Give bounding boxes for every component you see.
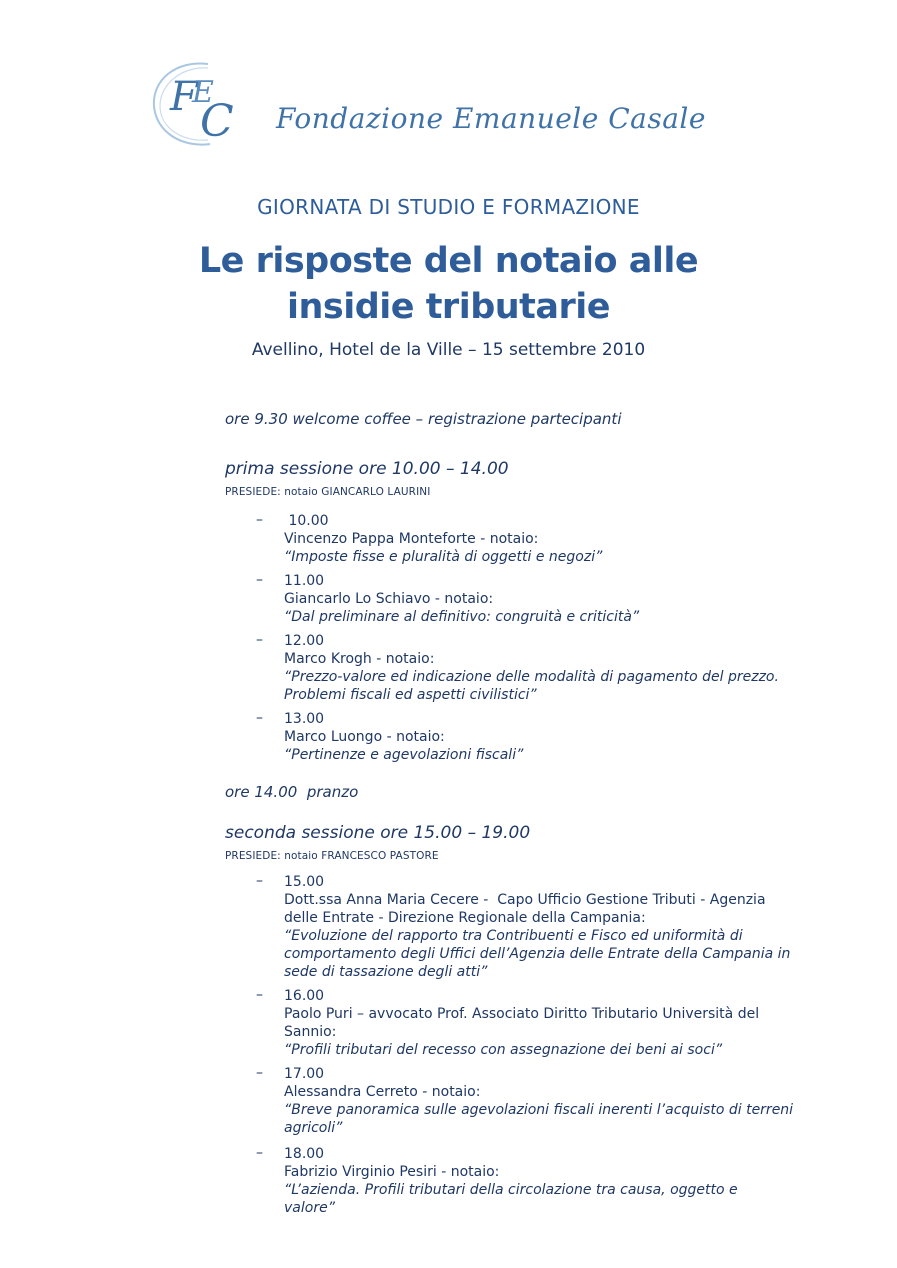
entry-talk: “Prezzo-valore ed indicazione delle modalità di pagamento del prezzo. xyxy=(284,669,779,685)
agenda-entry xyxy=(284,987,784,1059)
entry-talk: Problemi fiscali ed aspetti civilistici” xyxy=(284,687,537,703)
event-title-line-1: Le risposte del notaio alle xyxy=(198,241,699,281)
entry-speaker: Giancarlo Lo Schiavo - notaio: xyxy=(284,591,494,607)
session-1-chair: PRESIEDE: notaio GIANCARLO LAURINI xyxy=(225,486,431,498)
event-venue: Avellino, Hotel de la Ville – 15 settembre 2010 xyxy=(251,340,646,360)
foundation-logo xyxy=(148,58,706,150)
lunch-break: ore 14.00 pranzo xyxy=(225,783,359,801)
monogram-emblem xyxy=(148,58,268,150)
list-dash: – xyxy=(256,632,263,648)
session-1-title: prima sessione ore 10.00 – 14.00 xyxy=(225,459,509,479)
foundation-name: Fondazione Emanuele Casale xyxy=(276,102,706,135)
entry-speaker: Marco Luongo - notaio: xyxy=(284,729,445,745)
entry-time: 18.00 xyxy=(284,1146,325,1162)
welcome-coffee: ore 9.30 welcome coffee – registrazione partecipanti xyxy=(225,410,622,428)
entry-talk: “Pertinenze e agevolazioni fiscali” xyxy=(284,747,524,763)
agenda-entry xyxy=(284,512,784,566)
entry-time: 17.00 xyxy=(284,1066,325,1082)
entry-speaker: Dott.ssa Anna Maria Cecere - Capo Ufficio Gestione Tributi - Agenzia xyxy=(284,892,766,908)
entry-talk: comportamento degli Uffici dell’Agenzia delle Entrate della Campania in xyxy=(284,946,791,962)
entry-talk: “Profili tributari del recesso con assegnazione dei beni ai soci” xyxy=(284,1042,723,1058)
entry-talk: “Dal preliminare al definitivo: congruità e criticità” xyxy=(284,609,640,625)
entry-talk: valore” xyxy=(284,1200,335,1216)
list-dash: – xyxy=(256,710,263,726)
entry-time: 12.00 xyxy=(284,633,325,649)
event-supertitle: GIORNATA DI STUDIO E FORMAZIONE xyxy=(257,195,640,219)
entry-speaker: Vincenzo Pappa Monteforte - notaio: xyxy=(284,531,539,547)
agenda-entry xyxy=(284,710,784,764)
event-title-line-2: insidie tributarie xyxy=(286,287,611,327)
monogram-c: C xyxy=(200,96,234,147)
agenda-entry xyxy=(284,1145,784,1217)
entry-time: 11.00 xyxy=(284,573,325,589)
list-dash: – xyxy=(256,873,263,889)
agenda-entry xyxy=(284,572,784,626)
session-2-title: seconda sessione ore 15.00 – 19.00 xyxy=(225,823,531,843)
entry-speaker: Sannio: xyxy=(284,1024,337,1040)
entry-speaker: Marco Krogh - notaio: xyxy=(284,651,435,667)
event-title xyxy=(0,238,897,330)
entry-speaker: Paolo Puri – avvocato Prof. Associato Diritto Tributario Università del xyxy=(284,1006,760,1022)
entry-time: 16.00 xyxy=(284,988,325,1004)
list-dash: – xyxy=(256,1145,263,1161)
entry-talk: “Evoluzione del rapporto tra Contribuenti e Fisco ed uniformità di xyxy=(284,928,743,944)
list-dash: – xyxy=(256,512,263,528)
entry-time: 13.00 xyxy=(284,711,325,727)
entry-talk: “Imposte fisse e pluralità di oggetti e negozi” xyxy=(284,549,603,565)
entry-talk: “L’azienda. Profili tributari della circolazione tra causa, oggetto e xyxy=(284,1182,738,1198)
monogram-f: F xyxy=(170,74,198,120)
list-dash: – xyxy=(256,987,263,1003)
entry-talk: sede di tassazione degli atti” xyxy=(284,964,488,980)
agenda-entry xyxy=(284,873,791,981)
entry-speaker: delle Entrate - Direzione Regionale della Campania: xyxy=(284,910,646,926)
entry-time: 10.00 xyxy=(284,513,329,529)
list-dash: – xyxy=(256,572,263,588)
list-dash: – xyxy=(256,1065,263,1081)
entry-speaker: Alessandra Cerreto - notaio: xyxy=(284,1084,481,1100)
entry-talk: agricoli” xyxy=(284,1120,343,1136)
session-2-chair: PRESIEDE: notaio FRANCESCO PASTORE xyxy=(225,850,439,862)
entry-time: 15.00 xyxy=(284,874,325,890)
agenda-entry xyxy=(284,632,784,704)
agenda-entry xyxy=(284,1065,794,1137)
entry-speaker: Fabrizio Virginio Pesiri - notaio: xyxy=(284,1164,500,1180)
entry-talk: “Breve panoramica sulle agevolazioni fiscali inerenti l’acquisto di terreni xyxy=(284,1102,794,1118)
monogram-e: E xyxy=(192,75,214,110)
